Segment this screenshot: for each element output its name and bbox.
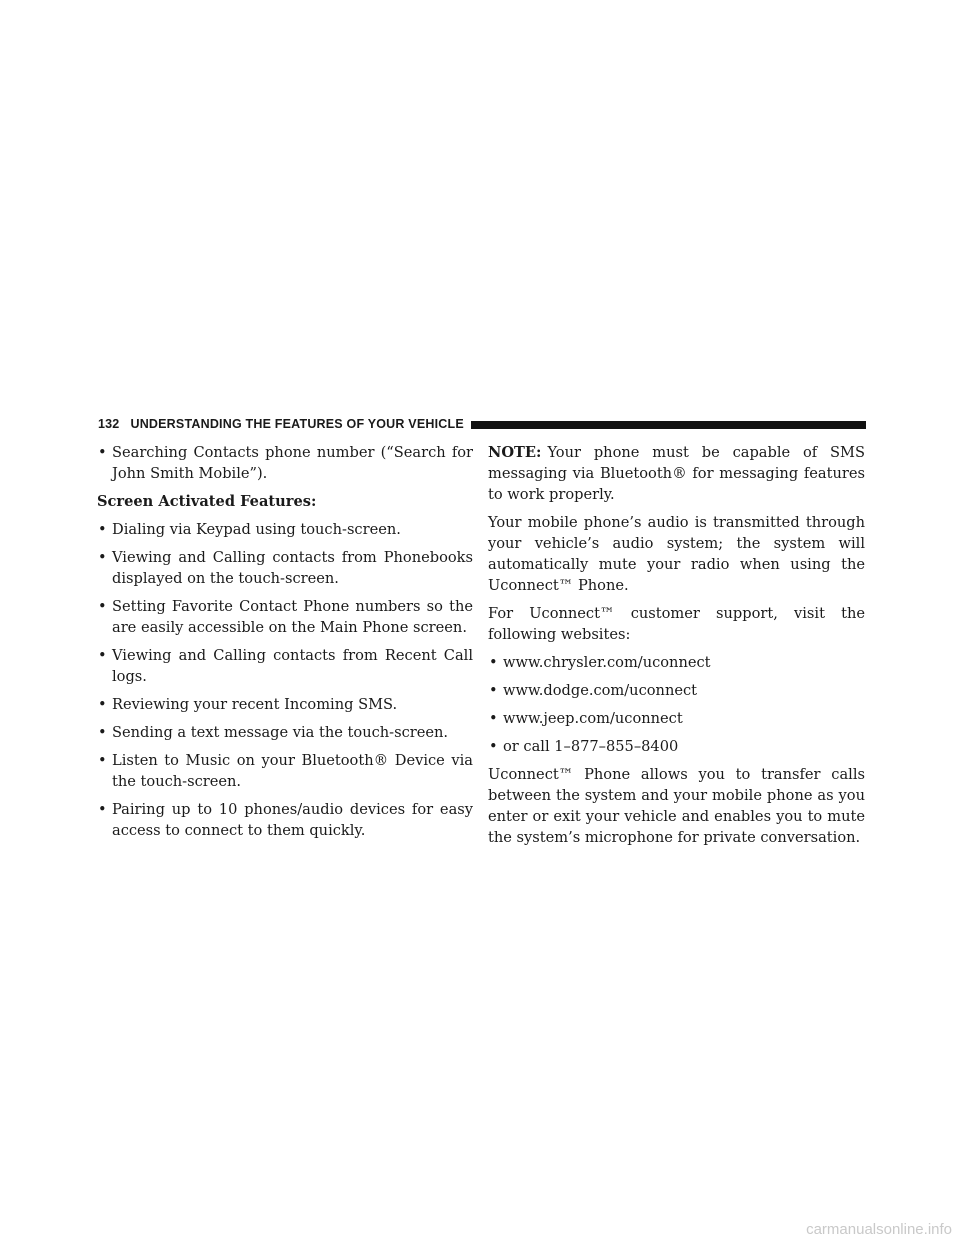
- list-item-text: Setting Favorite Contact Phone numbers so the are easily accessible on the Main Phone screen.: [112, 598, 473, 636]
- list-item: [97, 596, 473, 638]
- note-text: Your phone must be capable of SMS messaging via Bluetooth® for messaging features to work properly.: [488, 444, 865, 503]
- list-item: [97, 750, 473, 792]
- paragraph-support: For Uconnect™ customer support, visit the following websites:: [488, 605, 865, 643]
- bullet-icon: •: [98, 801, 107, 818]
- list-item-text: Searching Contacts phone number (“Search for John Smith Mobile”).: [112, 444, 473, 482]
- paragraph-transfer: Uconnect™ Phone allows you to transfer calls between the system and your mobile phone as you enter or exit your vehicle and enables you to mute the system’s microphone for private conversation.: [488, 766, 865, 846]
- list-item: [97, 519, 473, 540]
- phone-number: or call 1–877–855–8400: [503, 738, 679, 755]
- list-item-text: Reviewing your recent Incoming SMS.: [112, 696, 398, 713]
- list-item-text: Viewing and Calling contacts from Recent Call logs.: [112, 647, 473, 685]
- bullet-icon: •: [98, 724, 107, 741]
- bullet-icon: •: [489, 682, 498, 699]
- list-item: [97, 694, 473, 715]
- page-header: [98, 415, 866, 433]
- right-column: [488, 442, 865, 855]
- bullet-icon: •: [489, 738, 498, 755]
- bullet-icon: •: [98, 521, 107, 538]
- watermark: carmanualsonline.info: [806, 1221, 952, 1238]
- list-item-text: Viewing and Calling contacts from Phonebooks displayed on the touch-screen.: [112, 549, 473, 587]
- bullet-icon: •: [98, 647, 107, 664]
- bullet-icon: •: [489, 710, 498, 727]
- section-heading: Screen Activated Features:: [97, 493, 317, 510]
- list-item: [488, 708, 865, 729]
- list-item-text: Listen to Music on your Bluetooth® Device via the touch-screen.: [112, 752, 473, 790]
- list-item: [97, 442, 473, 484]
- list-item: [488, 652, 865, 673]
- page-number: 132: [98, 417, 120, 431]
- bullet-icon: •: [98, 696, 107, 713]
- link-jeep: www.jeep.com/uconnect: [503, 710, 683, 727]
- note-label: NOTE:: [488, 444, 542, 461]
- link-dodge: www.dodge.com/uconnect: [503, 682, 698, 699]
- bullet-icon: •: [98, 549, 107, 566]
- bullet-icon: •: [98, 752, 107, 769]
- list-item-text: Sending a text message via the touch-screen.: [112, 724, 449, 741]
- bullet-icon: •: [98, 598, 107, 615]
- left-column: [97, 442, 473, 848]
- section-title: UNDERSTANDING THE FEATURES OF YOUR VEHICLE: [130, 417, 464, 431]
- link-chrysler: www.chrysler.com/uconnect: [503, 654, 711, 671]
- paragraph-audio: Your mobile phone’s audio is transmitted through your vehicle’s audio system; the system will automatically mute your radio when using the Uconnect™ Phone.: [488, 514, 865, 594]
- list-item: [97, 645, 473, 687]
- list-item-text: Dialing via Keypad using touch-screen.: [112, 521, 401, 538]
- bullet-icon: •: [98, 444, 107, 461]
- header-rule: [471, 421, 866, 429]
- list-item-text: Pairing up to 10 phones/audio devices for easy access to connect to them quickly.: [112, 801, 473, 839]
- list-item: [97, 722, 473, 743]
- list-item: [488, 736, 865, 757]
- bullet-icon: •: [489, 654, 498, 671]
- list-item: [97, 547, 473, 589]
- list-item: [488, 680, 865, 701]
- note-paragraph: [488, 442, 865, 505]
- list-item: [97, 799, 473, 841]
